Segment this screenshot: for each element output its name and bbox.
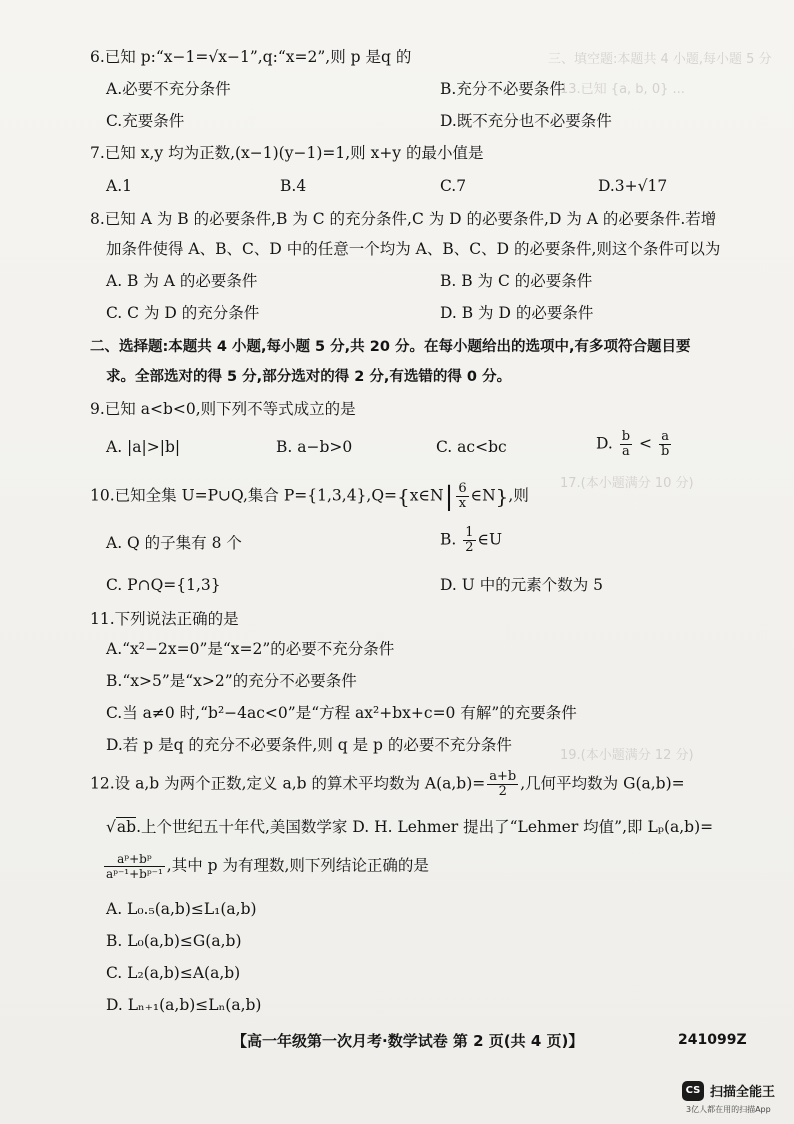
q9-option-c: C. ac<bc [436,438,507,456]
q12-option-c: C. L₂(a,b)≤A(a,b) [106,964,241,982]
q10-option-a: A. Q 的子集有 8 个 [106,534,242,552]
q9-option-a: A. |a|>|b| [106,438,181,456]
question-8-stem-line1: 8.已知 A 为 B 的必要条件,B 为 C 的充分条件,C 为 D 的必要条件,D 为 A 的必要条件.若增 [90,210,717,228]
camscanner-logo-icon: CS [682,1081,704,1101]
q8-option-a: A. B 为 A 的必要条件 [106,272,258,290]
q10-set-left: x∈N [409,486,444,505]
q12-option-a: A. L₀.₅(a,b)≤L₁(a,b) [106,900,257,918]
q10-b-fraction: $\frac{1}{2}$ [465,525,474,555]
set-brace-right: } [495,484,509,509]
bleed-through-text: 三、填空题:本题共 4 小题,每小题 5 分 [548,52,772,67]
q12-option-b: B. L₀(a,b)≤G(a,b) [106,932,242,950]
question-9-stem: 9.已知 a<b<0,则下列不等式成立的是 [90,400,356,418]
bleed-through-text: 17.(本小题满分 10 分) [560,476,694,491]
q9-d-operator: < [639,434,653,453]
q7-option-a: A.1 [106,177,132,195]
exam-code: 241099Z [678,1032,747,1048]
q7-option-c: C.7 [440,177,467,195]
q6-option-c: C.充要条件 [106,112,185,130]
q12-option-d: D. Lₙ₊₁(a,b)≤Lₙ(a,b) [106,996,262,1014]
question-12-stem-line1: 12.设 a,b 为两个正数,定义 a,b 的算术平均数为 A(a,b)= $\frac{a+b}{2}$ ,几何平均数为 G(a,b)= [90,769,685,799]
q11-option-c: C.当 a≠0 时,“b²−4ac<0”是“方程 ax²+bx+c=0 有解”的充要条件 [106,704,577,722]
q12-arith-mean-fraction: $\frac{a+b}{2}$ [489,769,517,799]
page-footer: 【高一年级第一次月考·数学试卷 第 2 页(共 4 页)】 [232,1032,584,1050]
q9-option-b: B. a−b>0 [276,438,353,456]
q10-option-b: B. $\frac{1}{2}$ ∈U [440,525,503,555]
q11-option-b: B.“x>5”是“x>2”的充分不必要条件 [106,672,357,690]
q7-option-d: D.3+√17 [598,177,668,195]
question-12-stem-line2: √ab.上个世纪五十年代,美国数学家 D. H. Lehmer 提出了“Lehmer 均值”,即 Lₚ(a,b)= [106,818,714,836]
q11-option-d: D.若 p 是q 的充分不必要条件,则 q 是 p 的必要不充分条件 [106,736,512,754]
q8-option-d: D. B 为 D 的必要条件 [440,304,594,322]
question-8-stem-line2: 加条件使得 A、B、C、D 中的任意一个均为 A、B、C、D 的必要条件,则这个条件可以为 [106,240,721,258]
question-11-stem: 11.下列说法正确的是 [90,610,239,628]
bleed-through-text: 19.(本小题满分 12 分) [560,748,694,763]
q10-stem-post: ,则 [508,486,529,505]
q9-option-d [596,430,673,459]
q8-option-b: B. B 为 C 的必要条件 [440,272,593,290]
q9-d-fraction-2: $\frac{a}{b}$ [660,429,670,459]
question-12-stem-line3: $\frac{\text{aᵖ+bᵖ}}{\text{aᵖ⁻¹+bᵖ⁻¹}}$ ,其中 p 为有理数,则下列结论正确的是 [106,852,429,881]
q9-d-fraction-1: $\frac{b}{a}$ [621,429,631,459]
q6-option-a: A.必要不充分条件 [106,80,231,98]
camscanner-title: 扫描全能王 [710,1085,776,1100]
question-6-stem: 6.已知 p:“x−1=√x−1”,q:“x=2”,则 p 是q 的 [90,48,412,66]
question-7-stem: 7.已知 x,y 均为正数,(x−1)(y−1)=1,则 x+y 的最小值是 [90,144,484,162]
set-bar: | [444,481,454,512]
q10-set-right: ∈N [470,486,496,505]
section-2-heading-line2: 求。全部选对的得 5 分,部分选对的得 2 分,有选错的得 0 分。 [106,369,512,385]
q10-set-fraction: $\frac{6}{x}$ [458,481,467,511]
q7-option-b: B.4 [280,177,307,195]
section-2-heading-line1: 二、选择题:本题共 4 小题,每小题 5 分,共 20 分。在每小题给出的选项中,有多项符合题目要 [90,339,691,355]
q10-option-d: D. U 中的元素个数为 5 [440,576,604,594]
q12-lehmer-fraction: $\frac{\text{aᵖ+bᵖ}}{\text{aᵖ⁻¹+bᵖ⁻¹}}$ [106,852,163,881]
q10-stem-pre: 10.已知全集 U=P∪Q,集合 P={1,3,4},Q= [90,486,398,505]
camscanner-subtitle: 3亿人都在用的扫描App [686,1105,771,1114]
q9-d-prefix: D. [596,434,613,453]
bleed-through-text: 13.已知 {a, b, 0} ... [560,82,685,97]
q6-option-d: D.既不充分也不必要条件 [440,112,612,130]
q11-option-a: A.“x²−2x=0”是“x=2”的必要不充分条件 [106,640,395,658]
q8-option-c: C. C 为 D 的充分条件 [106,304,260,322]
q10-option-c: C. P∩Q={1,3} [106,576,221,594]
question-10-stem [90,482,529,511]
q6-option-b: B.充分不必要条件 [440,80,565,98]
sqrt-symbol: √ [106,818,116,836]
set-brace-left: { [397,484,410,509]
